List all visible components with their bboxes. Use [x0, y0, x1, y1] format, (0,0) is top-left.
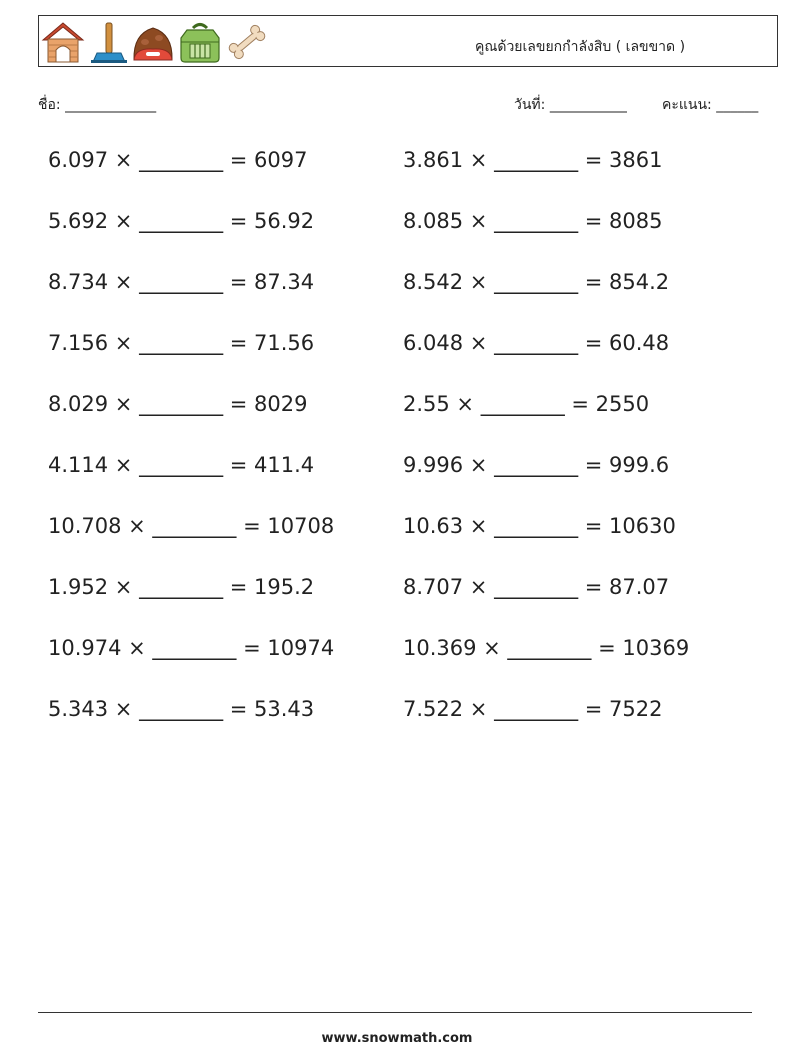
problem-left-1[interactable]: 6.097 × ________ = 6097 [48, 148, 308, 172]
pet-carrier-icon [177, 20, 223, 64]
problem-left-7[interactable]: 10.708 × ________ = 10708 [48, 514, 335, 538]
footer-divider [38, 1012, 752, 1013]
problem-left-8[interactable]: 1.952 × ________ = 195.2 [48, 575, 315, 599]
date-field[interactable]: วันที่: ___________ [514, 97, 627, 113]
problem-left-2[interactable]: 5.692 × ________ = 56.92 [48, 209, 315, 233]
name-field[interactable]: ชื่อ: _____________ [38, 97, 157, 113]
problem-right-6[interactable]: 9.996 × ________ = 999.6 [403, 453, 670, 477]
problem-right-5[interactable]: 2.55 × ________ = 2550 [403, 392, 650, 416]
problem-right-7[interactable]: 10.63 × ________ = 10630 [403, 514, 676, 538]
bone-icon [225, 20, 269, 64]
score-field[interactable]: คะแนน: ______ [662, 97, 759, 113]
problem-right-9[interactable]: 10.369 × ________ = 10369 [403, 636, 690, 660]
worksheet-title: คูณด้วยเลขยกกำลังสิบ ( เลขขาด ) [475, 39, 686, 55]
problem-left-3[interactable]: 8.734 × ________ = 87.34 [48, 270, 315, 294]
plunger-icon [89, 20, 129, 64]
problem-right-3[interactable]: 8.542 × ________ = 854.2 [403, 270, 670, 294]
problem-right-10[interactable]: 7.522 × ________ = 7522 [403, 697, 663, 721]
problem-left-4[interactable]: 7.156 × ________ = 71.56 [48, 331, 315, 355]
problem-left-9[interactable]: 10.974 × ________ = 10974 [48, 636, 335, 660]
dog-bed-icon [131, 20, 175, 64]
doghouse-icon [41, 20, 85, 64]
footer-website: www.snowmath.com [321, 1031, 473, 1046]
problem-left-6[interactable]: 4.114 × ________ = 411.4 [48, 453, 315, 477]
problem-left-5[interactable]: 8.029 × ________ = 8029 [48, 392, 308, 416]
problem-right-2[interactable]: 8.085 × ________ = 8085 [403, 209, 663, 233]
problem-right-8[interactable]: 8.707 × ________ = 87.07 [403, 575, 670, 599]
worksheet-header [38, 15, 778, 67]
problem-left-10[interactable]: 5.343 × ________ = 53.43 [48, 697, 315, 721]
problem-right-1[interactable]: 3.861 × ________ = 3861 [403, 148, 663, 172]
problem-right-4[interactable]: 6.048 × ________ = 60.48 [403, 331, 670, 355]
